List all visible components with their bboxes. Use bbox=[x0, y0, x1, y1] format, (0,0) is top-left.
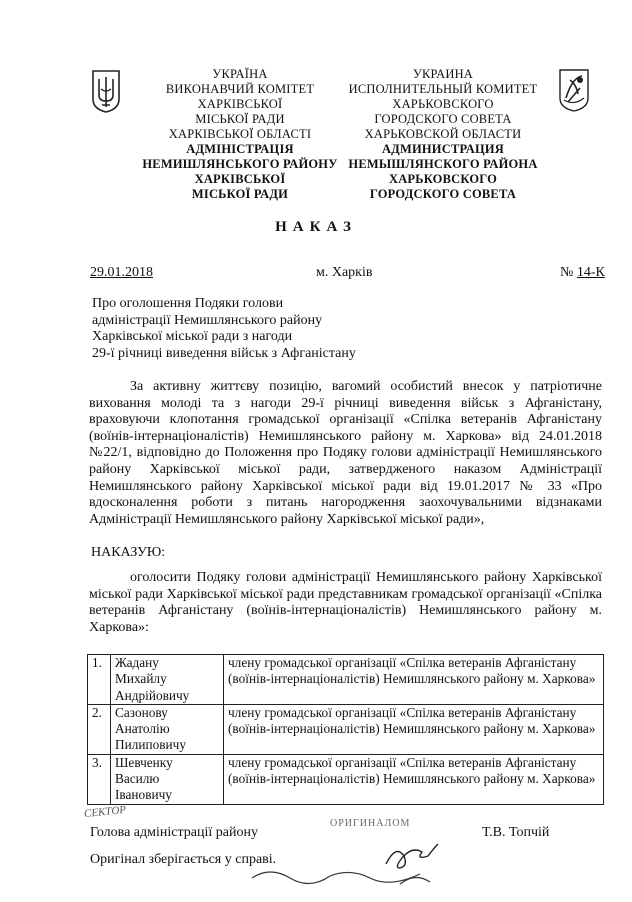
header-left-line: ВИКОНАВЧИЙ КОМІТЕТ bbox=[165, 82, 315, 96]
row-number: 2. bbox=[88, 704, 111, 754]
header-right-line: ХАРЬКОВСКОГО bbox=[392, 97, 494, 111]
stamp-original: ОРИГИНАЛОМ bbox=[330, 818, 411, 829]
document-title: НАКАЗ bbox=[275, 219, 357, 235]
row-number: 3. bbox=[88, 754, 111, 804]
table-row bbox=[88, 704, 604, 754]
footer-note: Оригінал зберігається у справі. bbox=[90, 852, 277, 867]
recipient-name bbox=[111, 655, 224, 705]
recipient-name bbox=[111, 754, 224, 804]
order-text: оголосити Подяку голови адміністрації Немишлянського району Харківської міської ради Харківської міської ради представникам громадської організації «Спілка ветеранів Афганістану (воїнів-інтернаціоналістів) Немишлянського району м. Харкова»: bbox=[89, 570, 602, 635]
order-date: 29.01.2018 bbox=[90, 265, 153, 280]
header-left-line: МІСЬКОЇ РАДИ bbox=[195, 112, 285, 126]
trident-coat-of-arms-icon bbox=[91, 69, 121, 113]
recipient-patronymic: Івановичу bbox=[115, 787, 172, 803]
header-left-bold-line: МІСЬКОЇ РАДИ bbox=[191, 187, 289, 201]
order-number: № 14-К bbox=[560, 265, 605, 280]
header-left-bold-line: ХАРКІВСЬКОЇ bbox=[194, 172, 286, 186]
subject-line: 29-ї річниці виведення військ з Афганістану bbox=[92, 345, 356, 361]
header-right bbox=[338, 67, 548, 202]
header-left-bold-line: НЕМИШЛЯНСЬКОГО РАЙОНУ bbox=[142, 157, 338, 171]
recipients-table bbox=[87, 654, 604, 805]
header-right-line: УКРАИНА bbox=[412, 67, 474, 81]
kharkiv-city-emblem-icon bbox=[558, 68, 590, 112]
recipient-first-name: Анатолію bbox=[115, 721, 170, 737]
signature-name: Т.В. Топчій bbox=[482, 825, 550, 840]
recipient-description: члену громадської організації «Спілка ветеранів Афганістану (воїнів-інтернаціоналістів) Немишлянського району м. Харкова» bbox=[224, 655, 604, 705]
recipient-surname: Шевченку bbox=[115, 754, 173, 770]
header-right-bold-line: ГОРОДСКОГО СОВЕТА bbox=[369, 187, 517, 201]
table-row bbox=[88, 754, 604, 804]
header-right-bold-line: НЕМЫШЛЯНСКОГО РАЙОНА bbox=[348, 157, 538, 171]
recipient-name bbox=[111, 704, 224, 754]
recipient-surname: Сазонову bbox=[115, 704, 168, 720]
order-word: НАКАЗУЮ: bbox=[91, 545, 166, 560]
subject-line: Харківської міської ради з нагоди bbox=[92, 329, 293, 344]
header-right-bold-line: ХАРЬКОВСКОГО bbox=[388, 172, 498, 186]
recipient-patronymic: Пилиповичу bbox=[115, 737, 186, 753]
order-city: м. Харків bbox=[316, 265, 373, 280]
recipient-first-name: Михайлу bbox=[115, 671, 167, 687]
header-left-line: ХАРКІВСЬКОЇ ОБЛАСТІ bbox=[168, 127, 312, 141]
order-number-value: 14-К bbox=[576, 265, 605, 280]
subject-line: адміністрації Немишлянського району bbox=[92, 312, 323, 328]
stamp-sector: СЕКТОР bbox=[83, 803, 127, 821]
recipient-first-name: Василю bbox=[115, 771, 160, 787]
row-number: 1. bbox=[88, 655, 111, 705]
header-right-line: ИСПОЛНИТЕЛЬНЫЙ КОМИТЕТ bbox=[348, 82, 538, 96]
preamble-paragraph bbox=[89, 379, 602, 528]
recipient-description: члену громадської організації «Спілка ветеранів Афганістану (воїнів-інтернаціоналістів) Немишлянського району м. Харкова» bbox=[224, 754, 604, 804]
header-right-line: ГОРОДСКОГО СОВЕТА bbox=[374, 112, 512, 126]
subject-line: Про оголошення Подяки голови bbox=[92, 296, 284, 311]
order-subject bbox=[92, 296, 356, 362]
recipient-surname: Жадану bbox=[115, 655, 159, 670]
header-left-line: ХАРКІВСЬКОЇ bbox=[197, 97, 283, 111]
header-left bbox=[135, 67, 345, 202]
signature-position: Голова адміністрації району bbox=[90, 825, 258, 840]
header-right-bold-line: АДМИНИСТРАЦИЯ bbox=[381, 142, 505, 156]
header-left-line: УКРАЇНА bbox=[212, 67, 268, 81]
recipient-patronymic: Андрійовичу bbox=[115, 687, 190, 703]
table-row bbox=[88, 655, 604, 705]
order-paragraph bbox=[89, 570, 602, 636]
header-left-bold-line: АДМІНІСТРАЦІЯ bbox=[186, 142, 294, 156]
header-right-line: ХАРЬКОВСКОЙ ОБЛАСТИ bbox=[364, 127, 522, 141]
recipient-description: члену громадської організації «Спілка ветеранів Афганістану (воїнів-інтернаціоналістів) Немишлянського району м. Харкова» bbox=[224, 704, 604, 754]
preamble-text: За активну життєву позицію, вагомий особистий внесок у патріотичне виховання молоді та з нагоди 29-ї річниці виведення військ з Афганістану, враховуючи клопотання громадської організації «Спілка ветеранів Афганістану (воїнів-інтернаціоналістів) Немишлянського району м. Харкова» від 24.01.2018 №22/1, відповідно до Положення про Подяку голови адміністрації Немишлянського району Харківської міської ради, затвердженого наказом Адміністрації Немишлянського району Харківської міської ради від 19.01.2017 № 33 «Про вдосконалення роботи з питань нагородження заохочувальними відзнаками Адміністрації Немишлянського району Харківської міської ради», bbox=[89, 379, 602, 527]
scribble-mark-icon bbox=[250, 864, 440, 890]
